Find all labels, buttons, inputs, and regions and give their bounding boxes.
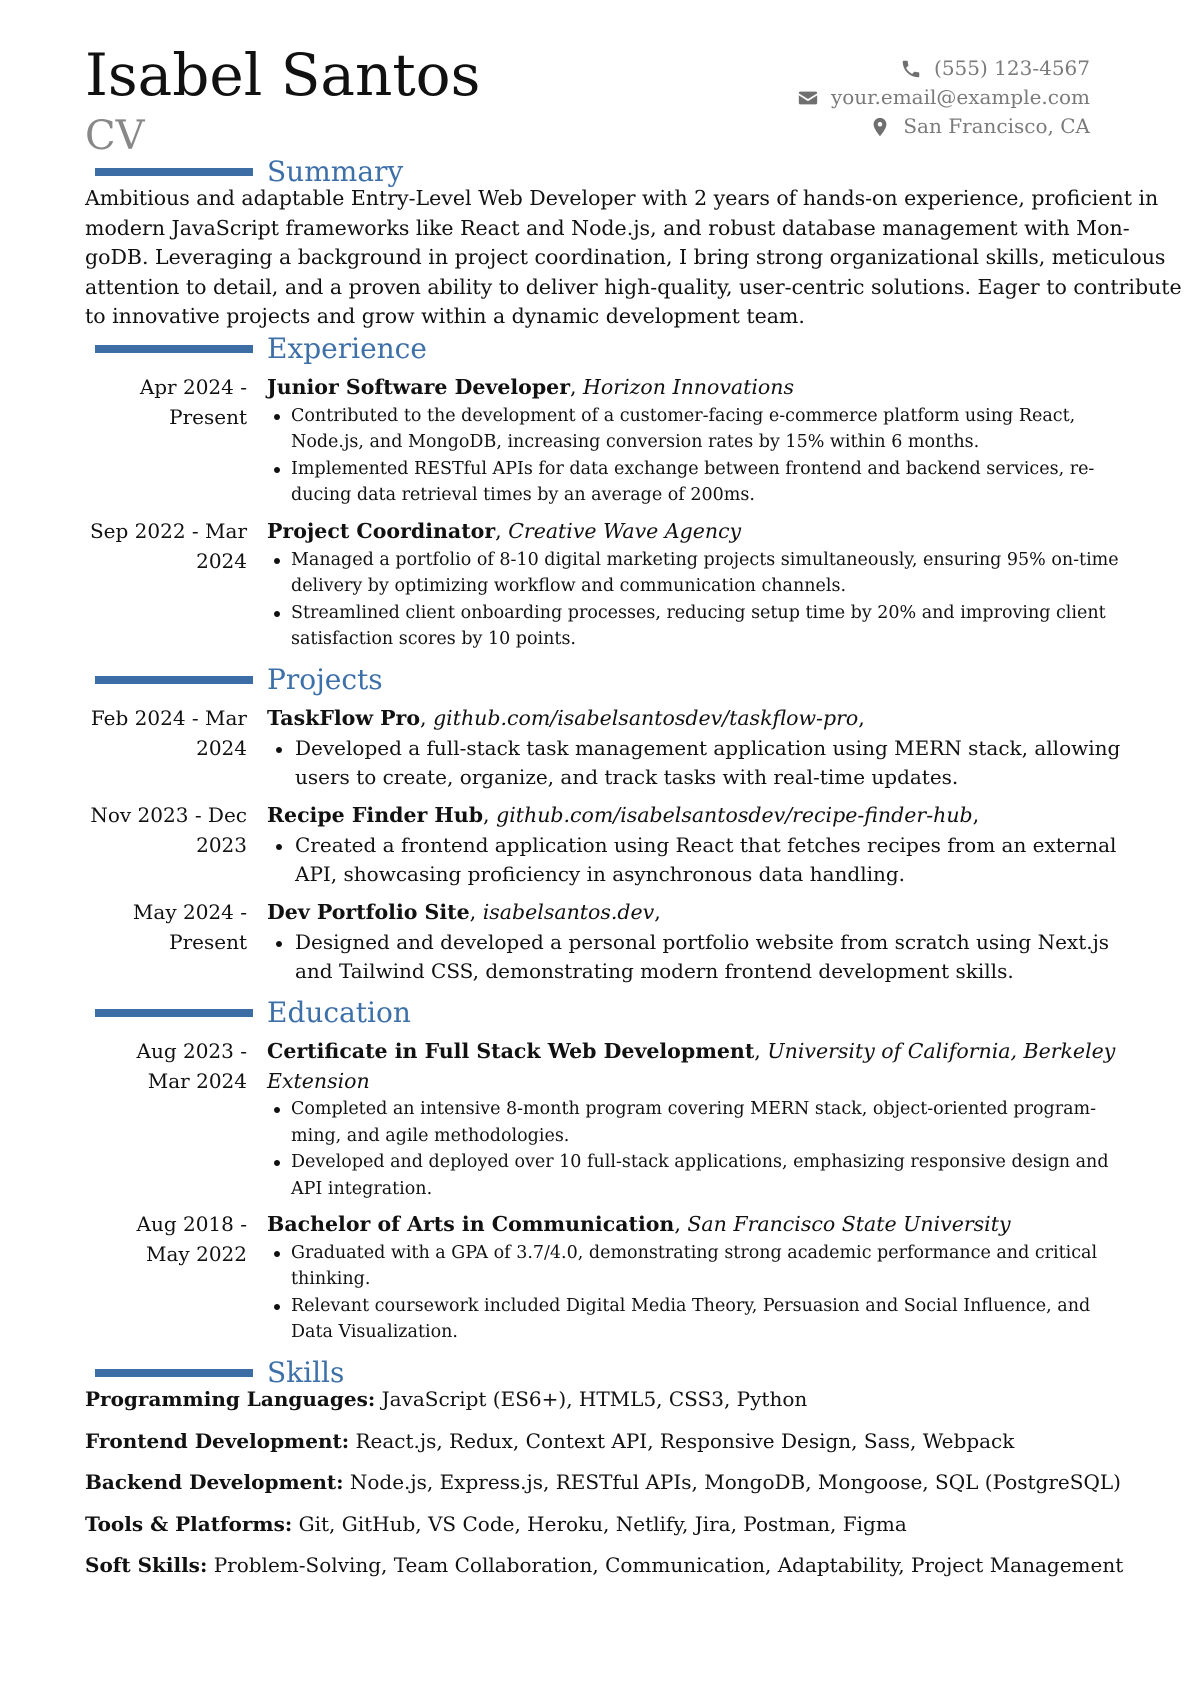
date-line: May 2024 - xyxy=(132,900,247,924)
skill-value: Node.js, Express.js, RESTful APIs, MongoDB, Mongoose, SQL (PostgreSQL) xyxy=(349,1470,1121,1494)
bullet-line: API integration. xyxy=(291,1178,433,1199)
entry-heading: Recipe Finder Hub, github.com/isabelsantosdev/recipe-finder-hub, xyxy=(267,803,980,827)
entry-heading: Junior Software Developer, Horizon Innovations xyxy=(267,375,794,399)
section-experience xyxy=(95,330,1095,368)
entry-heading: Certificate in Full Stack Web Development, University of California, Berkeley xyxy=(267,1039,1116,1063)
entry-heading: Dev Portfolio Site, isabelsantos.dev, xyxy=(267,900,661,924)
bullet-line: Completed an intensive 8-month program covering MERN stack, object-oriented program- xyxy=(291,1099,1097,1119)
skill-row xyxy=(85,1551,1124,1593)
section-education xyxy=(95,994,1095,1032)
entry-title: Bachelor of Arts in Communication xyxy=(267,1212,675,1236)
entry-title: Junior Software Developer xyxy=(267,375,570,399)
bullet-item xyxy=(267,734,1172,793)
date-line: May 2022 xyxy=(146,1241,247,1266)
bullet-line: Designed and developed a personal portfolio website from scratch using Next.js xyxy=(295,929,1110,954)
bullet-line: delivery by optimizing workflow and communication channels. xyxy=(291,576,847,596)
bullet-line: Node.js, and MongoDB, increasing conversion rates by 15% within 6 months. xyxy=(291,432,980,452)
entry-date xyxy=(85,1037,247,1096)
summary-text xyxy=(85,184,1182,332)
skill-value: Problem-Solving, Team Collaboration, Communication, Adaptability, Project Management xyxy=(213,1553,1124,1577)
bullet-line: users to create, organize, and track tasks with real-time updates. xyxy=(295,765,959,789)
project-link[interactable]: isabelsantos.dev xyxy=(482,900,655,924)
section-bar xyxy=(95,1369,253,1377)
skill-value: React.js, Redux, Context API, Responsive Design, Sass, Webpack xyxy=(355,1428,1015,1453)
section-bar xyxy=(95,168,253,176)
bullet-item xyxy=(267,403,1172,456)
entry-heading: TaskFlow Pro, github.com/isabelsantosdev/taskflow-pro, xyxy=(267,706,865,730)
entry-date xyxy=(85,1210,247,1269)
section-title: Education xyxy=(267,996,411,1029)
skill-row xyxy=(85,1510,1115,1552)
contact-email xyxy=(797,83,1090,112)
entry-org: Horizon Innovations xyxy=(583,375,794,399)
bullet-item xyxy=(267,1240,1172,1293)
bullet-line: Developed a full-stack task management application using MERN stack, allowing xyxy=(295,735,1121,760)
phone-text: (555) 123-4567 xyxy=(934,56,1090,80)
skill-value: Git, GitHub, VS Code, Heroku, Netlify, Jira, Postman, Figma xyxy=(298,1511,907,1536)
skill-label: Backend Development: xyxy=(85,1470,344,1494)
entry-date xyxy=(85,704,247,763)
candidate-name: Isabel Santos xyxy=(85,41,481,109)
bullet-item xyxy=(267,547,1172,600)
bullet-item xyxy=(267,1149,1172,1202)
date-line: Feb 2024 - Mar xyxy=(90,706,247,730)
entry-date xyxy=(85,517,247,576)
bullet-line: Contributed to the development of a customer-facing e-commerce platform using React, xyxy=(291,405,1076,426)
bullet-item xyxy=(267,1096,1172,1149)
skill-label: Soft Skills: xyxy=(85,1553,208,1577)
date-line: 2023 xyxy=(196,832,247,857)
bullet-line: and Tailwind CSS, demonstrating modern frontend development skills. xyxy=(295,959,1014,983)
summary-line: modern JavaScript frameworks like React and Node.js, and robust database management with Mon- xyxy=(85,215,1130,240)
bullet-line: Graduated with a GPA of 3.7/4.0, demonstrating strong academic performance and critical xyxy=(291,1242,1098,1263)
date-line: Aug 2018 - xyxy=(136,1212,247,1236)
section-title: Skills xyxy=(267,1356,345,1389)
skill-row xyxy=(85,1427,1115,1469)
bullet-item xyxy=(267,831,1172,890)
map-pin-icon xyxy=(869,116,891,138)
document-subtitle: CV xyxy=(85,113,145,159)
entry-heading: Project Coordinator, Creative Wave Agency xyxy=(267,519,742,543)
bullet-item xyxy=(267,1293,1172,1346)
contact-location xyxy=(797,112,1090,141)
project-title: TaskFlow Pro xyxy=(267,706,421,730)
entry-title: Certificate in Full Stack Web Development xyxy=(267,1039,755,1063)
date-line: Sep 2022 - Mar xyxy=(89,519,247,543)
skill-label: Programming Languages: xyxy=(85,1387,376,1411)
bullet-line: thinking. xyxy=(291,1269,371,1289)
date-line: Apr 2024 - xyxy=(139,375,247,399)
section-bar xyxy=(95,676,253,684)
bullet-line: Created a frontend application using React that fetches recipes from an external xyxy=(295,832,1117,857)
phone-icon xyxy=(900,58,922,80)
entry-org: San Francisco State University xyxy=(687,1212,1011,1236)
project-title: Recipe Finder Hub xyxy=(267,803,484,827)
contact-block xyxy=(797,54,1090,141)
section-bar xyxy=(95,345,253,353)
bullet-line: Relevant coursework included Digital Media Theory, Persuasion and Social Influence, and xyxy=(291,1295,1091,1316)
section-projects xyxy=(95,661,1095,699)
entry-org: Extension xyxy=(267,1068,370,1093)
date-line: Present xyxy=(169,929,247,954)
section-bar xyxy=(95,1009,253,1017)
skill-value: JavaScript (ES6+), HTML5, CSS3, Python xyxy=(381,1387,808,1411)
bullet-line: Implemented RESTful APIs for data exchange between frontend and backend services, re- xyxy=(291,458,1095,479)
bullet-line: Streamlined client onboarding processes, reducing setup time by 20% and improving client xyxy=(291,602,1106,623)
summary-line: goDB. Leveraging a background in project coordination, I bring strong organizational skills, meticulous xyxy=(85,245,1166,269)
envelope-icon xyxy=(797,87,819,109)
entry-title: Project Coordinator xyxy=(267,519,496,543)
section-title: Experience xyxy=(267,332,427,365)
skill-label: Frontend Development: xyxy=(85,1428,350,1453)
date-line: Mar 2024 xyxy=(147,1068,247,1093)
date-line: 2024 xyxy=(196,548,247,573)
entry-heading-cont xyxy=(267,1067,1172,1097)
skills-list xyxy=(85,1385,1124,1593)
project-title: Dev Portfolio Site xyxy=(267,900,470,924)
bullet-line: Managed a portfolio of 8-10 digital marketing projects simultaneously, ensuring 95% on-time xyxy=(291,549,1119,570)
summary-line: Ambitious and adaptable Entry-Level Web Developer with 2 years of hands-on experience, proficient in xyxy=(85,186,1159,210)
section-title: Projects xyxy=(267,663,383,696)
location-text: San Francisco, CA xyxy=(903,114,1090,138)
summary-line: to innovative projects and grow within a dynamic development team. xyxy=(85,304,805,328)
date-line: 2024 xyxy=(196,735,247,760)
entry-heading: Bachelor of Arts in Communication, San Francisco State University xyxy=(267,1212,1011,1236)
bullet-item xyxy=(267,600,1172,653)
email-text: your.email@example.com xyxy=(830,85,1090,109)
bullet-line: Data Visualization. xyxy=(291,1322,458,1342)
date-line: Present xyxy=(169,404,247,429)
contact-phone xyxy=(797,54,1090,83)
entry-date xyxy=(85,373,247,432)
bullet-line: API, showcasing proficiency in asynchronous data handling. xyxy=(295,862,906,886)
date-line: Aug 2023 - xyxy=(136,1039,247,1063)
project-link[interactable]: github.com/isabelsantosdev/taskflow-pro xyxy=(433,706,859,730)
entry-date xyxy=(85,898,247,957)
skill-label: Tools & Platforms: xyxy=(85,1511,293,1536)
date-line: Nov 2023 - Dec xyxy=(90,803,247,827)
entry-date xyxy=(85,801,247,860)
entry-org: University of California, Berkeley xyxy=(767,1039,1116,1063)
section-title: Summary xyxy=(267,155,404,188)
skill-row xyxy=(85,1385,1115,1427)
skill-row xyxy=(85,1468,1121,1510)
entry-org: Creative Wave Agency xyxy=(508,519,742,543)
summary-line: attention to detail, and a proven ability to deliver high-quality, user-centric solutions. Eager to contribute xyxy=(85,274,1182,299)
bullet-line: Developed and deployed over 10 full-stack applications, emphasizing responsive design and xyxy=(291,1152,1109,1172)
project-link[interactable]: github.com/isabelsantosdev/recipe-finder-hub xyxy=(496,803,973,827)
bullet-item xyxy=(267,456,1172,509)
bullet-line: ducing data retrieval times by an average of 200ms. xyxy=(291,485,755,505)
bullet-line: ming, and agile methodologies. xyxy=(291,1125,570,1146)
bullet-item xyxy=(267,928,1172,987)
bullet-line: satisfaction scores by 10 points. xyxy=(291,629,576,649)
